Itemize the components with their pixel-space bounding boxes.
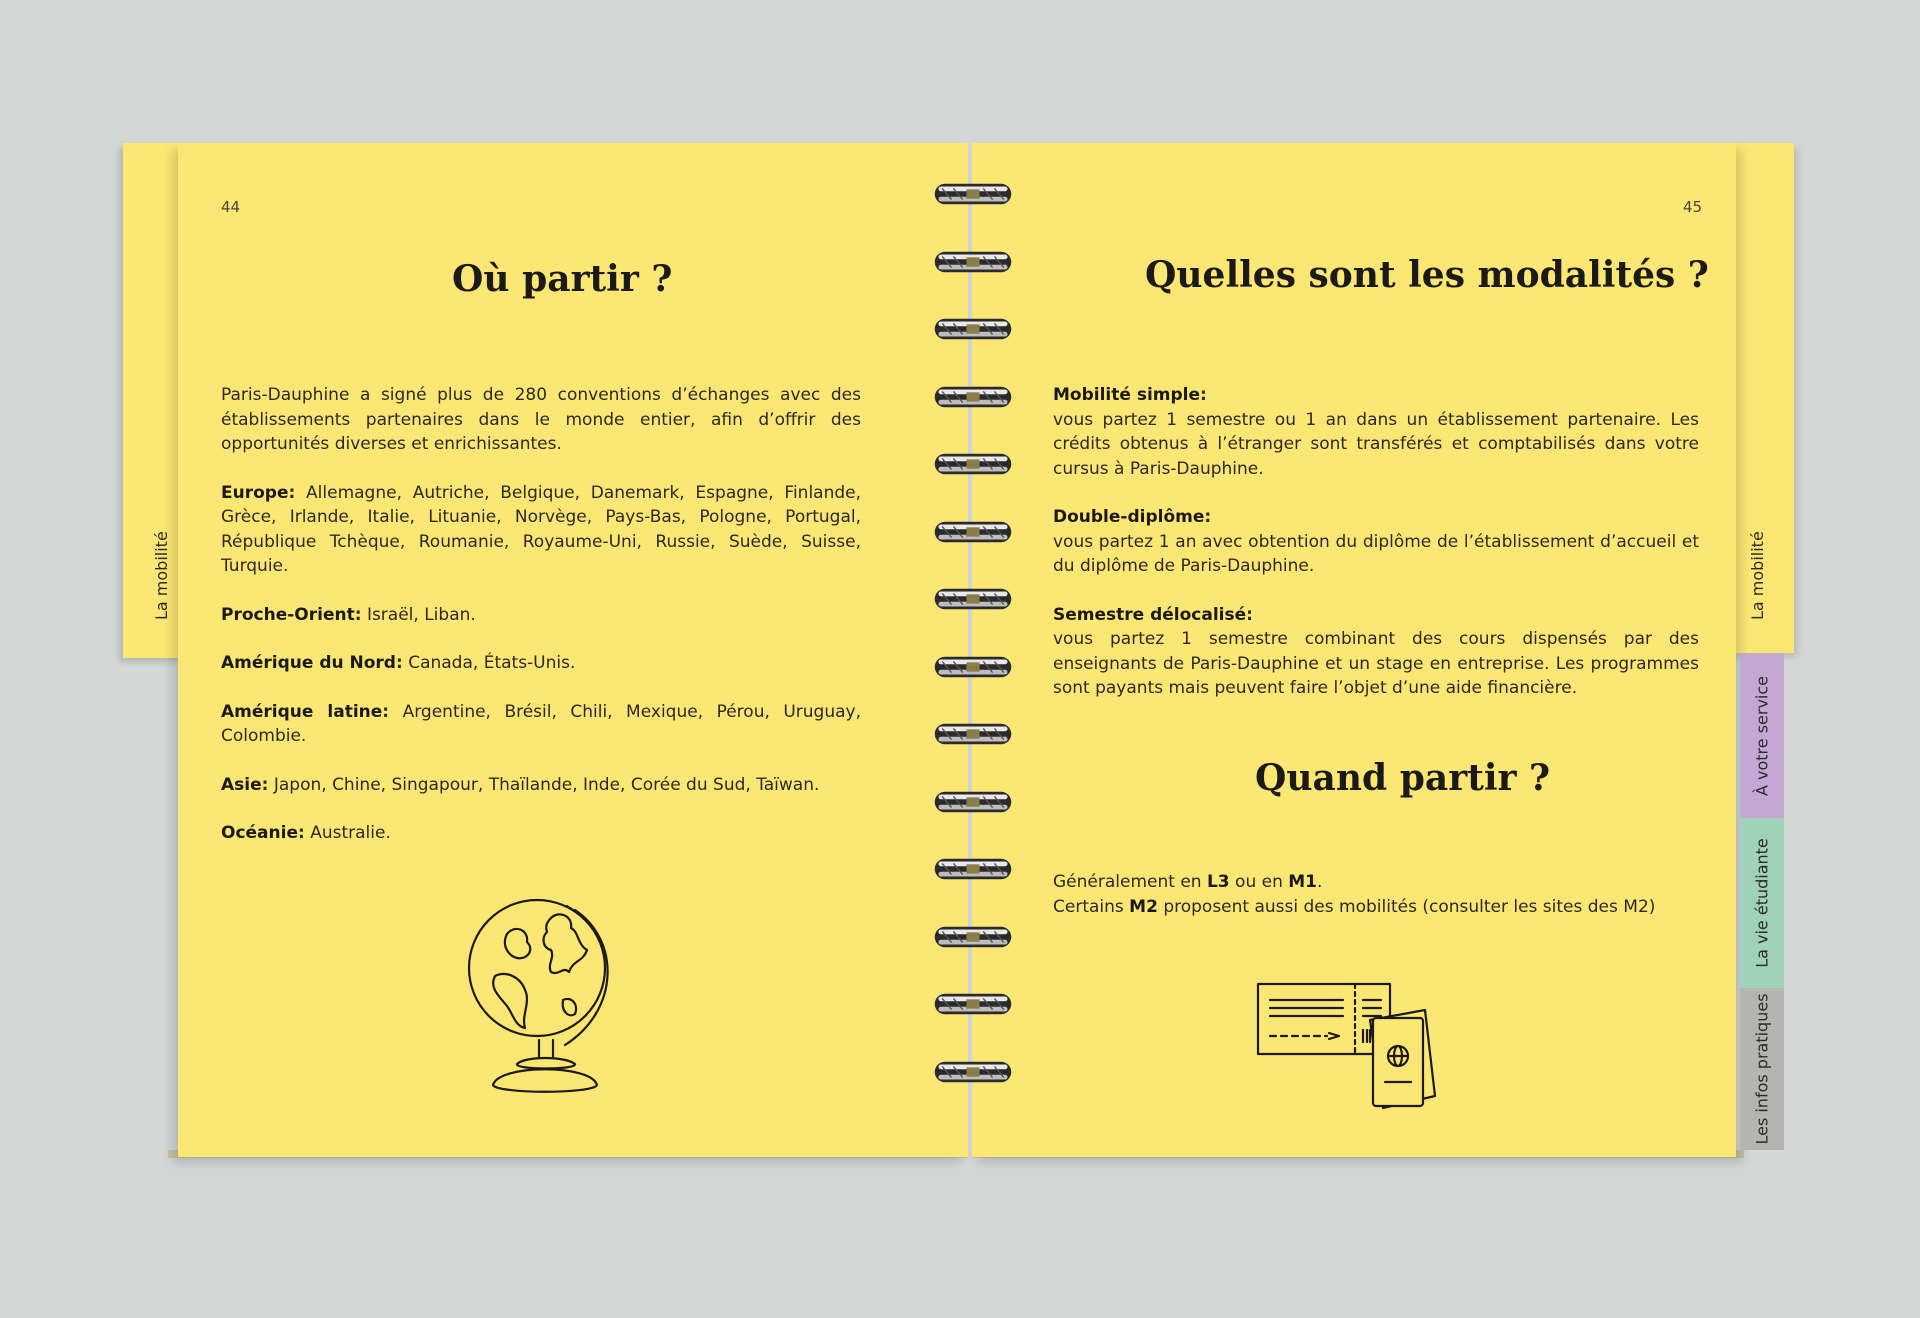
modality-delocalise: Semestre délocalisé: vous partez 1 semestre combinant des cours dispensés par des enseignants de Paris-Dauphine et un stage en entreprise. Les programmes sont payants mais peuvent faire l’objet d’une aide financière. [1053,604,1699,698]
spiral-ring [930,923,1016,951]
spiral-ring [930,720,1016,748]
region-proche-orient: Proche-Orient: Israël, Liban. [221,604,476,625]
tab-label: La vie étudiante [1752,838,1772,968]
side-label-left: La mobilité [152,531,171,620]
ticket-passport-icon [1255,978,1445,1113]
side-label-right: La mobilité [1748,531,1767,620]
page-title-right: Quelles sont les modalités ? [1145,254,1709,296]
tab-label: À votre service [1752,675,1772,796]
region-amerique-nord: Amérique du Nord: Canada, États-Unis. [221,653,576,673]
spiral-ring [930,990,1016,1018]
left-body [221,383,861,870]
page-title-left: Où partir ? [452,258,673,300]
spiral-ring [930,585,1016,613]
region-asie: Asie: Japon, Chine, Singapour, Thaïlande, Inde, Corée du Sud, Taïwan. [221,774,820,795]
when-title: Quand partir ? [1255,757,1551,799]
when-body [1053,870,1699,919]
right-body [1053,383,1699,725]
spiral-ring [930,450,1016,478]
spiral-ring [930,383,1016,411]
spiral-ring [930,315,1016,343]
when-line-2: Certains M2 proposent aussi des mobilités (consulter les sites des M2) [1053,896,1656,917]
tab-les-infos-pratiques[interactable] [1740,988,1784,1150]
tab-la-vie-etudiante[interactable] [1740,818,1784,988]
spiral-ring [930,518,1016,546]
spiral-ring [930,653,1016,681]
region-oceanie: Océanie: Australie. [221,823,391,843]
modality-double: Double-diplôme: vous partez 1 an avec obtention du diplôme de l’établissement d’accueil et du diplôme de Paris-Dauphine. [1053,507,1699,576]
region-europe: Europe: Allemagne, Autriche, Belgique, Danemark, Espagne, Finlande, Grèce, Irlande, Italie, Lituanie, Norvège, Pays-Bas, Pologne, Portugal, République Tchèque, Roumanie, Royaume-Uni, Russie, Suède, Suisse, Turquie. [221,482,862,576]
spiral-ring [930,248,1016,276]
tab-label: Les infos pratiques [1752,993,1772,1145]
spiral-ring [930,855,1016,883]
region-amerique-latine: Amérique latine: Argentine, Brésil, Chili, Mexique, Pérou, Uruguay, Colombie. [221,701,862,746]
spiral-ring [930,1058,1016,1086]
tab-a-votre-service[interactable] [1740,653,1784,818]
page-number-left: 44 [221,198,241,216]
spiral-ring [930,788,1016,816]
globe-icon [455,880,625,1105]
when-line-1: Généralement en L3 ou en M1. [1053,872,1323,892]
modality-simple: Mobilité simple: vous partez 1 semestre ou 1 an dans un établissement partenaire. Les crédits obtenus à l’étranger sont transférés et comptabilisés dans votre cursus à Paris-Dauphine. [1053,385,1699,479]
page-number-right: 45 [1683,198,1703,216]
spiral-ring [930,180,1016,208]
intro-paragraph: Paris-Dauphine a signé plus de 280 conventions d’échanges avec des établissements partenaires dans le monde entier, afin d’offrir des opportunités diverses et enrichissantes. [221,385,861,454]
